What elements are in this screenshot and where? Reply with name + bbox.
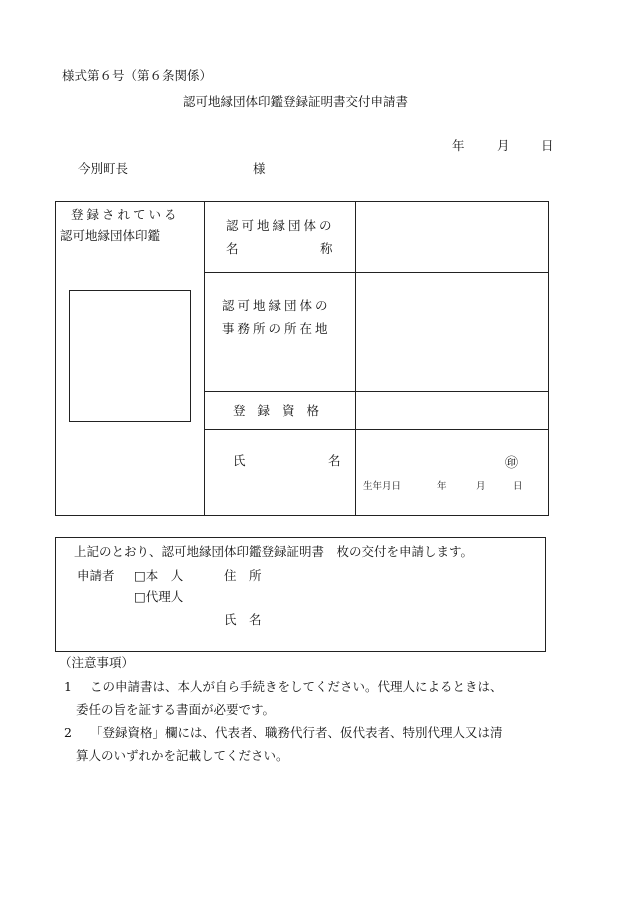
checkbox-self[interactable]: □本 人 (134, 568, 184, 583)
checkbox-agent[interactable]: □代理人 (134, 589, 184, 604)
person-label-char-a: 氏 (233, 453, 246, 468)
note-2-number: 2 (64, 725, 72, 740)
address-label: 住 所 (224, 568, 262, 583)
seal-label-line1: 登録されている (71, 207, 180, 222)
name-label-char-a: 名 (226, 241, 239, 256)
table-divider (204, 201, 205, 516)
notes-heading: （注意事項） (59, 655, 135, 670)
note-1-line2: 委任の旨を証する書面が必要です。 (76, 702, 276, 717)
name-label-char-b: 称 (320, 241, 333, 256)
birth-month-label: 月 (476, 481, 486, 492)
form-number: 様式第６号（第６条関係） (62, 68, 213, 83)
date-day-label: 日 (541, 138, 554, 153)
addressee: 今別町長 (78, 161, 129, 176)
applicant-label: 申請者 (77, 568, 115, 583)
office-label-line1: 認可地縁団体の (222, 298, 331, 313)
application-statement: 上記のとおり、認可地縁団体印鑑登録証明書 枚の交付を申請します。 (74, 544, 474, 559)
office-address-field[interactable] (356, 273, 548, 391)
seal-mark-icon: ㊞ (505, 456, 519, 471)
seal-label-line2: 認可地縁団体印鑑 (60, 228, 161, 243)
note-2-line2: 算人のいずれかを記載してください。 (76, 748, 289, 763)
honorific: 様 (253, 161, 266, 176)
note-1-number: 1 (64, 679, 72, 694)
birth-year-label: 年 (437, 481, 447, 492)
qualification-field[interactable] (356, 392, 548, 429)
page-title: 認可地縁団体印鑑登録証明書交付申請書 (183, 94, 409, 109)
note-2-line1: 「登録資格」欄には、代表者、職務代行者、仮代表者、特別代理人又は清 (90, 725, 503, 740)
seal-impression-box[interactable] (69, 290, 191, 422)
birth-day-label: 日 (513, 481, 523, 492)
office-label-line2: 事務所の所在地 (222, 321, 331, 336)
name-label-line1: 認可地縁団体の (226, 218, 335, 233)
applicant-name-label: 氏 名 (224, 612, 262, 627)
qualification-label: 登録資格 (233, 403, 332, 418)
person-label-char-b: 名 (328, 453, 341, 468)
date-year-label: 年 (452, 138, 465, 153)
organization-name-field[interactable] (356, 202, 548, 272)
person-name-field[interactable] (356, 430, 548, 480)
birthdate-label: 生年月日 (363, 481, 402, 492)
note-1-line1: この申請書は、本人が自ら手続きをしてください。代理人によるときは、 (90, 679, 503, 694)
date-month-label: 月 (497, 138, 510, 153)
